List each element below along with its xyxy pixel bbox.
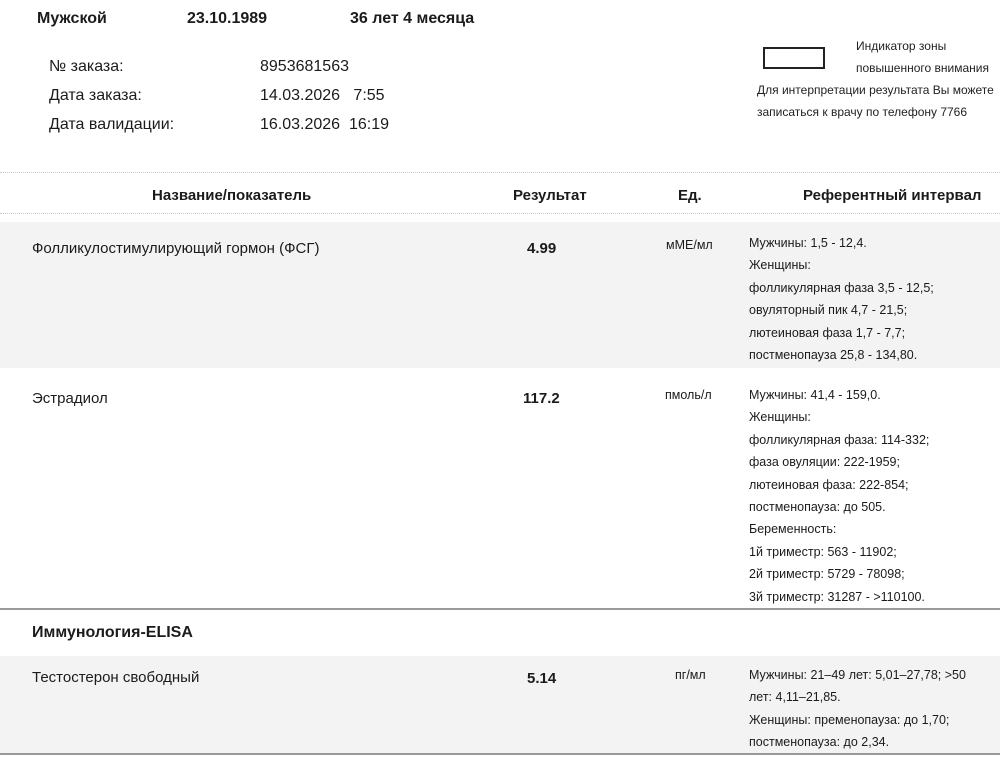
- reference-line: Женщины: пременопауза: до 1,70;: [749, 712, 950, 727]
- test-unit: мМЕ/мл: [666, 238, 713, 252]
- patient-birth-date: 23.10.1989: [187, 10, 268, 27]
- test-name: Фолликулостимулирующий гормон (ФСГ): [32, 240, 320, 257]
- test-name: Тестостерон свободный: [32, 669, 200, 686]
- interpretation-note-line2: записаться к врачу по телефону 7766: [757, 105, 968, 119]
- interpretation-note-line1: Для интерпретации результата Вы можете: [757, 83, 994, 97]
- reference-line: Беременность:: [749, 522, 837, 537]
- test-unit: пг/мл: [675, 668, 706, 682]
- reference-line: Мужчины: 41,4 - 159,0.: [749, 388, 881, 402]
- reference-line: 2й триместр: 5729 - 78098;: [749, 567, 905, 582]
- reference-line: фаза овуляции: 222-1959;: [749, 455, 900, 470]
- reference-line: постменопауза: до 505.: [749, 500, 886, 515]
- column-header-name: Название/показатель: [152, 187, 312, 204]
- reference-line: фолликулярная фаза: 114-332;: [749, 432, 930, 447]
- reference-line: Женщины:: [749, 410, 811, 425]
- reference-interval: [749, 384, 929, 608]
- order-date-value: 14.03.2026 7:55: [260, 87, 385, 104]
- reference-line: фолликулярная фаза 3,5 - 12,5;: [749, 280, 934, 295]
- validation-date-value: 16.03.2026 16:19: [260, 116, 390, 133]
- reference-line: овуляторный пик 4,7 - 21,5;: [749, 303, 908, 318]
- column-header-reference: Референтный интервал: [803, 187, 982, 204]
- validation-date-label: Дата валидации:: [49, 116, 175, 133]
- reference-line: Мужчины: 1,5 - 12,4.: [749, 236, 867, 250]
- section-divider: [0, 608, 1000, 610]
- reference-line: 1й триместр: 563 - 11902;: [749, 544, 897, 559]
- column-header-result: Результат: [513, 187, 587, 204]
- reference-line: лютеиновая фаза: 222-854;: [749, 477, 909, 492]
- reference-line: постменопауза 25,8 - 134,80.: [749, 348, 918, 363]
- reference-line: лет: 4,11–21,85.: [749, 690, 841, 705]
- order-number-value: 8953681563: [260, 58, 349, 75]
- patient-sex: Мужской: [37, 10, 107, 27]
- reference-line: лютеиновая фаза 1,7 - 7,7;: [749, 325, 906, 340]
- attention-indicator-box: [763, 47, 825, 69]
- test-unit: пмоль/л: [665, 388, 712, 402]
- order-date-label: Дата заказа:: [49, 87, 142, 104]
- reference-interval: [749, 232, 934, 366]
- indicator-label-line2: повышенного внимания: [856, 61, 989, 75]
- table-bottom-border: [0, 753, 1000, 755]
- column-header-unit: Ед.: [678, 187, 702, 204]
- test-result: 117.2: [523, 390, 560, 407]
- reference-line: Женщины:: [749, 258, 811, 273]
- reference-line: постменопауза: до 2,34.: [749, 735, 890, 750]
- test-result: 4.99: [527, 240, 557, 257]
- header-divider-top: [0, 172, 1000, 173]
- header-divider-bottom: [0, 213, 1000, 214]
- reference-line: 3й триместр: 31287 - >110100.: [749, 589, 925, 604]
- reference-line: Мужчины: 21–49 лет: 5,01–27,78; >50: [749, 668, 966, 682]
- indicator-label-line1: Индикатор зоны: [856, 39, 947, 53]
- test-result: 5.14: [527, 670, 557, 687]
- reference-interval: [749, 664, 966, 754]
- order-number-label: № заказа:: [49, 58, 124, 75]
- test-name: Эстрадиол: [32, 390, 108, 407]
- section-title: Иммунология-ELISA: [32, 624, 193, 641]
- patient-age: 36 лет 4 месяца: [350, 10, 475, 27]
